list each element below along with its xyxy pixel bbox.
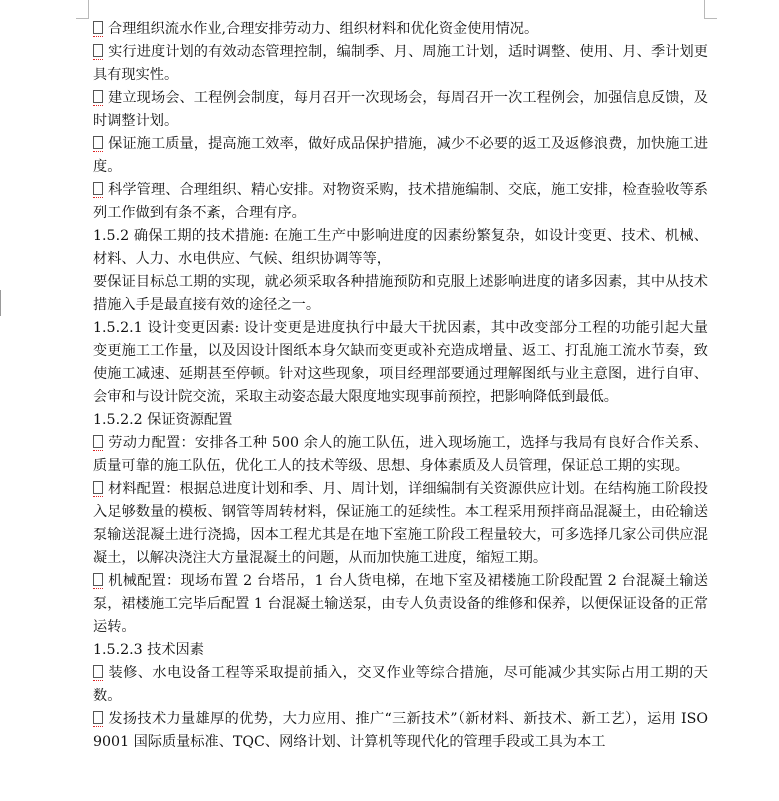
margin-corner-mark-right [704,0,717,19]
bullet-box-icon [93,573,103,586]
bullet-box-icon [93,182,103,195]
paragraph-text: 实行进度计划的有效动态管理控制，编制季、月、周施工计划，适时调整、使用、月、季计划更具有现实性。 [93,44,708,83]
paragraph-text: 1.5.2.3 技术因素 [93,642,204,658]
bullet-box-icon [93,711,103,724]
section-paragraph [93,317,708,409]
bullet-box-icon [93,44,103,57]
bullet-paragraph [93,18,708,41]
bullet-paragraph [93,570,708,639]
paragraph-text: 装修、水电设备工程等采取提前插入，交叉作业等综合措施，尽可能减少其实际占用工期的天数。 [93,665,708,704]
paragraph-text: 科学管理、合理组织、精心安排。对物资采购，技术措施编制、交底，施工安排，检查验收等系列工作做到有条不紊，合理有序。 [93,182,708,221]
bullet-paragraph [93,708,708,754]
section-paragraph [93,225,708,271]
paragraph-text: 1.5.2.2 保证资源配置 [93,412,233,428]
bullet-paragraph [93,662,708,708]
section-paragraph [93,409,708,432]
section-paragraph [93,639,708,662]
section-paragraph [93,271,708,317]
paragraph-text: 劳动力配置：安排各工种 500 余人的施工队伍，进入现场施工，选择与我局有良好合作关系、质量可靠的施工队伍，优化工人的技术等级、思想、身体素质及人员管理，保证总工期的实现。 [93,435,708,474]
ruler-margin-tick [0,290,1,316]
paragraph-text: 1.5.2 确保工期的技术措施: 在施工生产中影响进度的因素纷繁复杂，如设计变更、技术、机械、材料、人力、水电供应、气候、组织协调等等， [93,228,708,267]
bullet-paragraph [93,87,708,133]
paragraph-text: 合理组织流水作业,合理安排劳动力、组织材料和优化资金使用情况。 [108,21,539,37]
paragraph-text: 材料配置：根据总进度计划和季、月、周计划，详细编制有关资源供应计划。在结构施工阶段投入足够数量的模板、钢管等周转材料，保证施工的延续性。本工程采用预拌商品混凝土，由砼输送泵输送混凝土进行浇捣，因本工程尤其是在地下室施工阶段工程量较大，可多选择几家公司供应混凝土，以解决浇注大方量混凝土的问题，从而加快施工进度，缩短工期。 [93,481,708,566]
bullet-box-icon [93,481,103,494]
bullet-paragraph [93,179,708,225]
paragraph-text: 1.5.2.1 设计变更因素: 设计变更是进度执行中最大干扰因素，其中改变部分工程的功能引起大量变更施工工作量，以及因设计图纸本身欠缺而变更或补充造成增量、返工、打乱施工流水节奏，致使施工减速、延期甚至停顿。针对这些现象，项目经理部要通过理解图纸与业主意图，进行自审、会审和与设计院交流，采取主动姿态最大限度地实现事前预控，把影响降低到最低。 [93,320,708,405]
bullet-box-icon [93,665,103,678]
bullet-paragraph [93,432,708,478]
bullet-box-icon [93,136,103,149]
bullet-box-icon [93,21,103,34]
paragraph-text: 要保证目标总工期的实现，就必须采取各种措施预防和克服上述影响进度的诸多因素，其中从技术措施入手是最直接有效的途径之一。 [93,274,708,313]
bullet-box-icon [93,90,103,103]
paragraph-text: 机械配置：现场布置 2 台塔吊，1 台人货电梯，在地下室及裙楼施工阶段配置 2 台混凝土输送泵，裙楼施工完毕后配置 1 台混凝土输送泵，由专人负责设备的维修和保养，以便保证设备的正常运转。 [93,573,708,635]
margin-corner-mark-left [76,0,89,19]
document-body[interactable] [93,18,708,754]
bullet-box-icon [93,435,103,448]
paragraph-text: 保证施工质量，提高施工效率，做好成品保护措施，减少不必要的返工及返修浪费，加快施工进度。 [93,136,708,175]
bullet-paragraph [93,478,708,570]
paragraph-text: 发扬技术力量雄厚的优势，大力应用、推广“三新技术”（新材料、新技术、新工艺），运用 ISO 9001 国际质量标准、TQC、网络计划、计算机等现代化的管理手段或工具为本工 [93,711,708,750]
bullet-paragraph [93,41,708,87]
paragraph-text: 建立现场会、工程例会制度，每月召开一次现场会，每周召开一次工程例会，加强信息反馈，及时调整计划。 [93,90,708,129]
bullet-paragraph [93,133,708,179]
